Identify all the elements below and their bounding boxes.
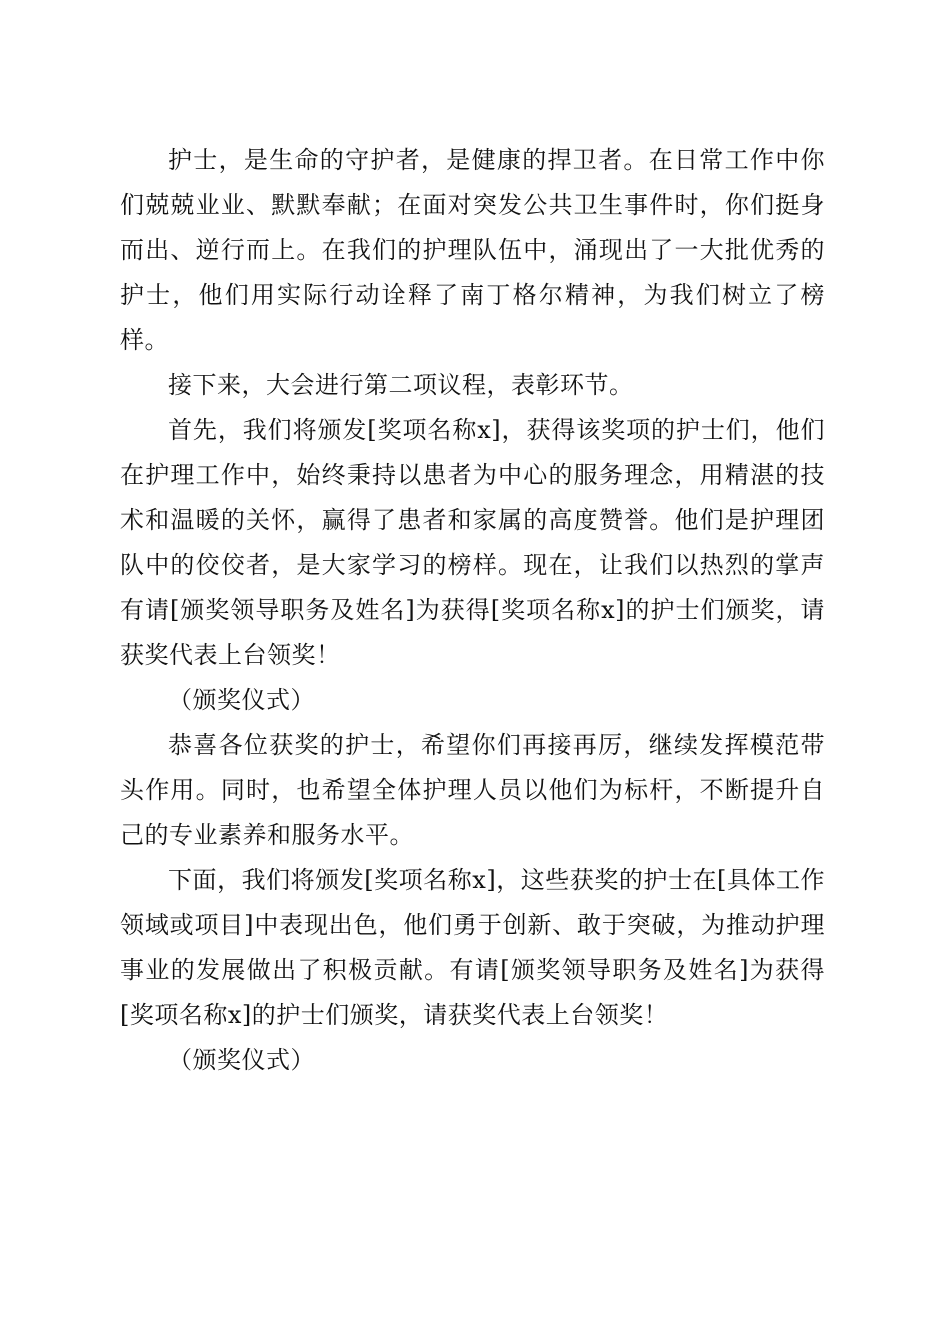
paragraph-ceremony-note: （颁奖仪式）: [168, 686, 315, 714]
document-body: [120, 138, 825, 1083]
paragraph-agenda: 接下来，大会进行第二项议程，表彰环节。: [168, 371, 634, 399]
paragraph-congratulations: 恭喜各位获奖的护士，希望你们再接再厉，继续发挥模范带头作用。同时，也希望全体护理人员以他们为标杆，不断提升自己的专业素养和服务水平。: [120, 731, 825, 849]
paragraph-second-award: 下面，我们将颁发[奖项名称x]，这些获奖的护士在[具体工作领域或项目]中表现出色，他们勇于创新、敢于突破，为推动护理事业的发展做出了积极贡献。有请[颁奖领导职务及姓名]为获得[奖项名称x]的护士们颁奖，请获奖代表上台领奖！: [120, 866, 825, 1029]
paragraph-first-award: 首先，我们将颁发[奖项名称x]，获得该奖项的护士们，他们在护理工作中，始终秉持以患者为中心的服务理念，用精湛的技术和温暖的关怀，赢得了患者和家属的高度赞誉。他们是护理团队中的佼佼者，是大家学习的榜样。现在，让我们以热烈的掌声有请[颁奖领导职务及姓名]为获得[奖项名称x]的护士们颁奖，请获奖代表上台领奖！: [120, 416, 825, 669]
paragraph-ceremony-note: （颁奖仪式）: [168, 1046, 315, 1074]
paragraph-intro: 护士，是生命的守护者，是健康的捍卫者。在日常工作中你们兢兢业业、默默奉献；在面对突发公共卫生事件时，你们挺身而出、逆行而上。在我们的护理队伍中，涌现出了一大批优秀的护士，他们用实际行动诠释了南丁格尔精神，为我们树立了榜样。: [120, 146, 825, 354]
